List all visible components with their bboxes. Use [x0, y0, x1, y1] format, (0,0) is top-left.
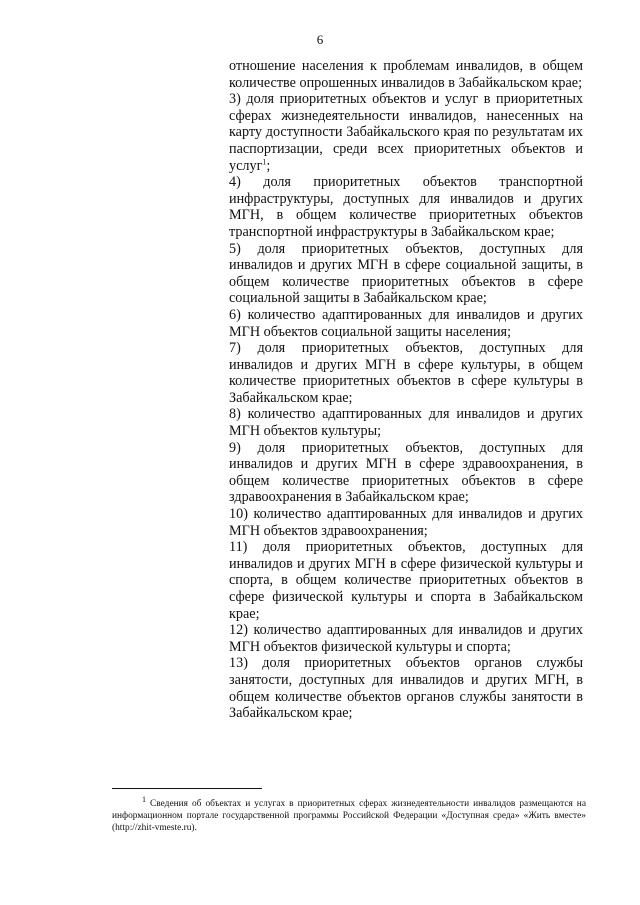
paragraph-item-3: [229, 91, 583, 174]
paragraph-item-6: 6) количество адаптированных для инвалидов и других МГН объектов социальной защиты населения;: [229, 306, 583, 340]
paragraph-item-5: 5) доля приоритетных объектов, доступных для инвалидов и других МГН в сфере социальной защиты, в общем количестве приоритетных объектов в сфере социальной защиты в Забайкальском крае;: [229, 240, 583, 307]
paragraph-item-8: 8) количество адаптированных для инвалидов и других МГН объектов культуры;: [229, 406, 583, 440]
paragraph-item-3-text: 3) доля приоритетных объектов и услуг в приоритетных сферах жизнедеятельности инвалидов, нанесенных на карту доступности Забайкальского края по результатам их паспортизации, среди всех приоритетных объектов и услуг: [229, 91, 583, 174]
footnote-separator: [112, 788, 262, 789]
paragraph-item-12: 12) количество адаптированных для инвалидов и других МГН объектов физической культуры и спорта;: [229, 622, 583, 655]
page-number: 6: [316, 32, 324, 47]
paragraph-item-11: 11) доля приоритетных объектов, доступных для инвалидов и других МГН в сфере физической культуры и спорта, в общем количестве приоритетных объектов в сфере физической культуры и спорта в Забайкальском крае;: [229, 539, 583, 622]
paragraph-1-continuation: отношение населения к проблемам инвалидов, в общем количестве опрошенных инвалидов в Забайкальском крае;: [229, 58, 583, 91]
paragraph-item-7: 7) доля приоритетных объектов, доступных для инвалидов и других МГН в сфере культуры, в общем количестве приоритетных объектов в сфере культуры в Забайкальском крае;: [229, 340, 583, 406]
paragraph-item-13: 13) доля приоритетных объектов органов службы занятости, доступных для инвалидов и других МГН, в общем количестве объектов органов службы занятости в Забайкальском крае;: [229, 655, 583, 722]
paragraph-item-4: 4) доля приоритетных объектов транспортной инфраструктуры, доступных для инвалидов и других МГН, в общем количестве приоритетных объектов транспортной инфраструктуры в Забайкальском крае;: [229, 174, 583, 240]
paragraph-item-3-tail: ;: [266, 157, 271, 174]
body-text: [229, 58, 583, 722]
footnote-reference: 1: [262, 156, 267, 166]
paragraph-item-9: 9) доля приоритетных объектов, доступных для инвалидов и других МГН в сфере здравоохранения, в общем количестве приоритетных объектов в сфере здравоохранения в Забайкальском крае;: [229, 439, 583, 506]
paragraph-item-10: 10) количество адаптированных для инвалидов и других МГН объектов здравоохранения;: [229, 506, 583, 539]
footnote: [112, 794, 586, 834]
footnote-marker: 1: [142, 794, 146, 804]
footnote-text: Сведения об объектах и услугах в приоритетных сферах жизнедеятельности инвалидов размещаются на информационном портале государственной программы Российской Федерации «Доступная среда» «Жить вместе» (http://zhit-vmeste.ru).: [112, 799, 586, 833]
